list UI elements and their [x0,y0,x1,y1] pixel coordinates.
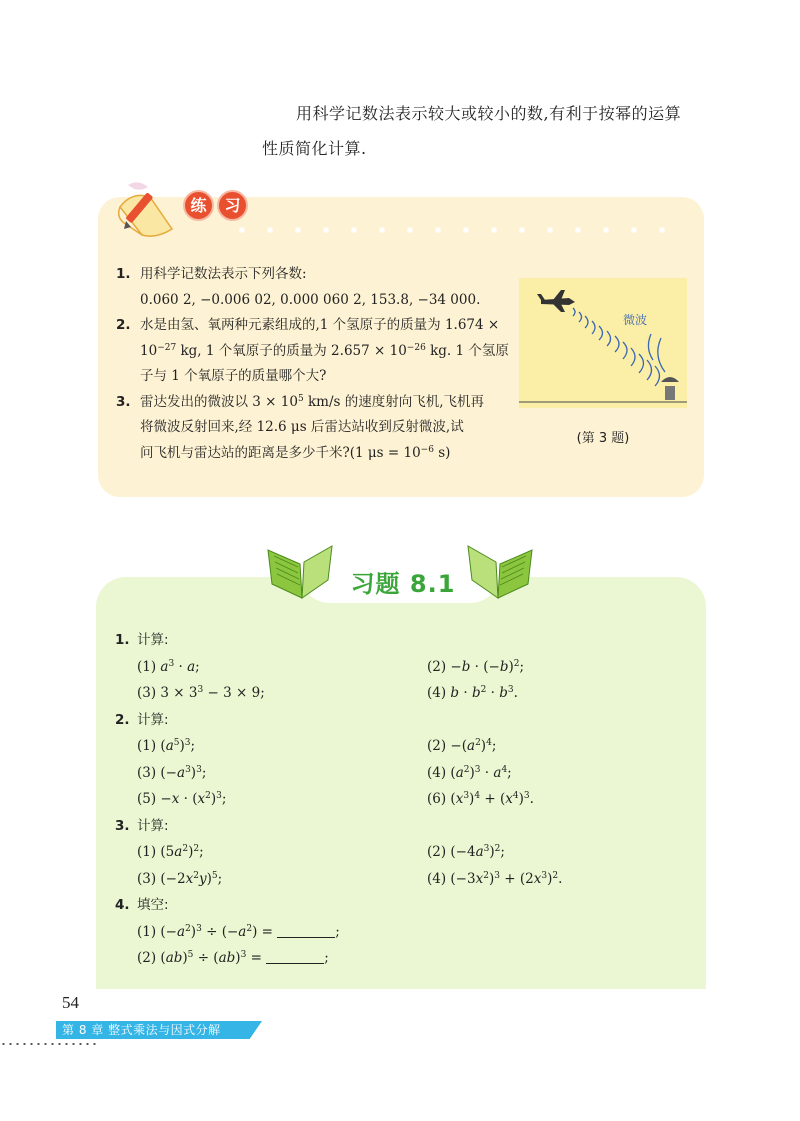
sub-question: (3) $(-a^3)^3$; [137,764,207,781]
question-row [115,919,675,946]
question-row [115,866,675,893]
answer-blank[interactable] [266,949,324,964]
answer-blank[interactable] [277,923,335,938]
question-row [115,945,675,972]
question-row [115,654,675,681]
question-number: 4. [115,897,130,913]
question-label: 计算: [137,711,169,728]
sub-question: (1) $a^3 \cdot a$; [137,658,200,675]
practice-title-badge [183,190,248,221]
item-text-with-exponent: $10^{-27}$ kg, 1 个氧原子的质量为 $2.657 \times 10^{-26}$ kg. 1 个氢原 [140,342,509,359]
item-number: 1. [116,266,131,282]
practice-items [116,262,516,466]
question-4 [115,892,675,919]
practice-item-3: 3. 雷达发出的微波以 $3 \times 10^5$ km/s 的速度射向飞机,飞机再 [116,390,516,416]
radar-station-icon [661,377,679,400]
item-text: 将微波反射回来,经 12.6 μs 后雷达站收到反射微波,试 [140,419,464,435]
sub-question: (3) $3 \times 3^3 - 3 \times 9$; [137,685,265,701]
airplane-icon [537,290,575,312]
radar-illustration [519,278,687,408]
item-text: 水是由氢、氧两种元素组成的,1 个氢原子的质量为 1.674 × [140,317,500,333]
sub-question: (4) $(a^2)^3 \cdot a^4$; [427,764,512,781]
badge-char-1: 练 [183,190,214,221]
practice-item-2 [116,313,516,339]
sub-question: (1) $(5a^2)^2$; [137,844,204,860]
pencil-paper-icon [112,177,182,247]
exercise-title: 习题 8.1 [350,570,456,598]
item-number: 3. [116,393,131,410]
sub-question: (6) $(x^3)^4 + (x^4)^3$. [427,791,534,807]
question-3 [115,813,675,840]
item-text: 子与 1 个氧原子的质量哪个大? [140,368,327,384]
intro-paragraph [262,96,712,166]
chapter-label: 第 8 章 整式乘法与因式分解 [62,1023,221,1037]
question-number: 3. [115,817,130,834]
question-row [115,760,675,787]
sub-question: (3) $(-2x^2y)^5$; [137,870,223,887]
question-label: 计算: [137,632,169,648]
question-row [115,786,675,813]
item-number: 2. [116,317,131,333]
exercise-questions [115,627,675,972]
sub-question: (2) (ab)$^5$ ÷ (ab)$^3$ = ; [137,950,329,966]
sub-question: (4) $(-3x^2)^3 + (2x^3)^2$. [427,870,563,887]
item-text: 雷达发出的微波以 3 × 10 [140,393,298,410]
intro-line-1: 用科学记数法表示较大或较小的数,有利于按幂的运算 [296,104,682,123]
question-number: 1. [115,632,130,648]
question-row [115,733,675,760]
sub-question: (1) $(a^5)^3$; [137,738,196,754]
question-2 [115,707,675,734]
sub-question: $(2) -b \cdot (-b)^2$; [427,658,525,675]
item-text: 0.060 2, −0.006 02, 0.000 060 2, 153.8, −34 000. [140,291,481,308]
figure-caption: (第 3 题) [576,431,630,446]
sub-question: (4) $b \cdot b^2 \cdot b^3$. [427,685,518,701]
item-text-with-exponent: 问飞机与雷达站的距离是多少千米?(1 $\mu s = 10^{-6}$ s) [140,444,451,461]
question-1 [115,627,675,654]
radar-diagram [519,278,687,408]
question-row [115,839,675,866]
question-label: 计算: [137,817,169,834]
open-book-icon [462,540,534,602]
page-number: 54 [62,993,79,1012]
item-text: 1 个氧原子的质量为 2.657 × 10 [205,342,407,359]
dotted-divider [228,227,674,233]
intro-line-2: 性质简化计算. [262,139,367,158]
question-label: 填空: [137,897,169,913]
open-book-icon [266,540,338,602]
item-text: 用科学记数法表示下列各数: [140,266,307,282]
question-number: 2. [115,711,130,728]
item-text: 问飞机与雷达站的距离是多少千米?(1 μs = 10 [140,444,421,461]
radar-label: 微波 [623,313,648,327]
sub-question: (2) $(-4a^3)^2$; [427,844,505,860]
dotted-line [0,1043,100,1045]
sub-question: $(2) -(a^2)^4$; [427,738,497,754]
practice-item-1 [116,262,516,288]
badge-char-2: 习 [217,190,248,221]
sub-question: (1) $(-a^2)^3 \div (-a^2)$ = ; [137,923,340,940]
sub-question: $(5) -x \cdot (x^2)^3$; [137,791,227,807]
question-row [115,680,675,707]
